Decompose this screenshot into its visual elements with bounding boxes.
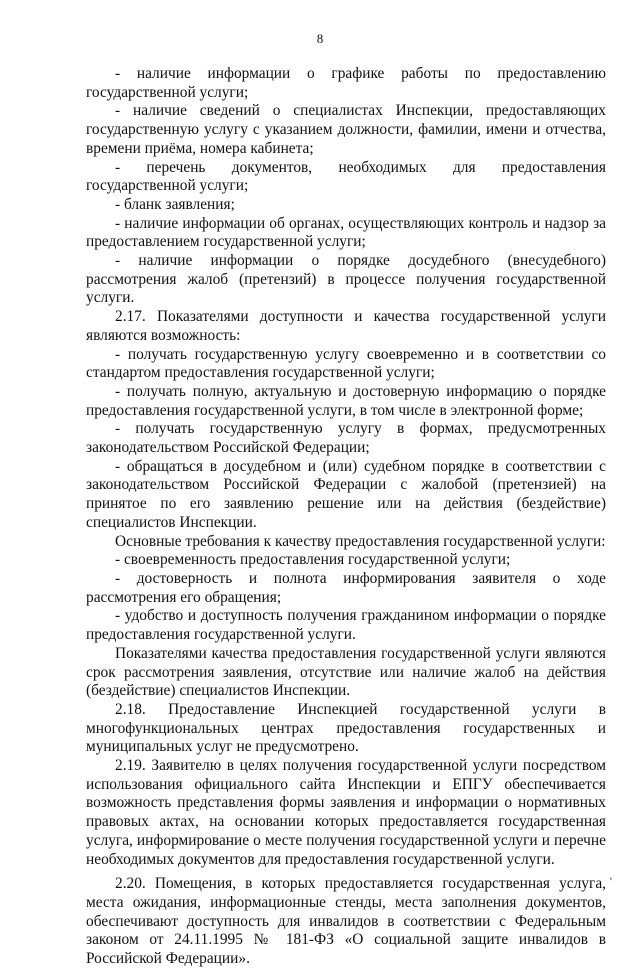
paragraph-2-17: 2.17. Показателями доступности и качества государственной услуги являются возможность: xyxy=(86,308,606,344)
paragraph-complaint: - обращаться в досудебном и (или) судебном порядке в соответствии с законодательством Российской Федерации с жалобой (претензией) на принятое по его заявлению решение или на действия (бездействие) специалистов Инспекции. xyxy=(86,457,606,531)
paragraph-timeliness: - своевременность предоставления государственной услуги; xyxy=(115,551,511,569)
paragraph-service-forms: - получать государственную услугу в формах, предусмотренных законодательством Российской Федерации; xyxy=(86,420,606,457)
paragraph-quality-requirements: Основные требования к качеству предоставления государственной услуги: xyxy=(115,532,606,550)
paragraph-schedule-info: - наличие информации о графике работы по предоставлению государственной услуги; xyxy=(86,65,606,101)
paragraph-specialists-info: - наличие сведений о специалистах Инспекции, предоставляющих государственную услугу с указанием должности, фамилии, имени и отчества, времени приёма, номера кабинета; xyxy=(86,102,606,157)
paragraph-pretrial-appeal: - наличие информации о порядке досудебного (внесудебного) рассмотрения жалоб (претензий) в процессе получения государственной услуги. xyxy=(86,252,606,307)
paragraph-convenience: - удобство и доступность получения гражданином информации о порядке предоставления государственной услуги. xyxy=(86,607,606,644)
paragraph-documents-list: - перечень документов, необходимых для предоставления государственной услуги; xyxy=(86,158,606,195)
paragraph-timely-service: - получать государственную услугу своевременно и в соответствии со стандартом предоставления государственной услуги; xyxy=(86,345,606,382)
page-number: 8 xyxy=(316,31,324,46)
paragraph-application-form: - бланк заявления; xyxy=(115,195,235,213)
paragraph-full-information: - получать полную, актуальную и достоверную информацию о порядке предоставления государственной услуги, в том числе в электронной форме; xyxy=(86,382,606,419)
paragraph-2-19: 2.19. Заявителю в целях получения государственной услуги посредством использования официального сайта Инспекции и ЕПГУ обеспечивается возможность представления формы заявления и информации о нормативных правовых актах, на основании которых предоставляется государственная услуга, информирование о месте получения государственной услуги и перечне необходимых документов для предоставления государственной услуги. xyxy=(86,757,606,868)
paragraph-2-18: 2.18. Предоставление Инспекцией государственной услуги в многофункциональных центрах предоставления государственных и муниципальных услуг не предусмотрено. xyxy=(86,700,606,756)
paragraph-2-20: 2.20. Помещения, в которых предоставляется государственная услуга, места ожидания, информационные стенды, места заполнения документов, обеспечивают доступность для инвалидов в соответствии с Федеральным законом от 24.11.1995 № 181-ФЗ «О социальной защите инвалидов в Российской Федерации». xyxy=(86,875,606,968)
body-text xyxy=(86,65,606,969)
paragraph-quality-indicators: Показателями качества предоставления государственной услуги являются срок рассмотрения заявления, отсутствие или наличие жалоб на действия (бездействие) специалистов Инспекции. xyxy=(86,644,606,700)
corner-mark: ' xyxy=(609,874,612,888)
paragraph-control-bodies: - наличие информации об органах, осуществляющих контроль и надзор за предоставлением государственной услуги; xyxy=(86,214,606,251)
paragraph-reliability: - достоверность и полнота информирования заявителя о ходе рассмотрения его обращения; xyxy=(86,569,606,606)
